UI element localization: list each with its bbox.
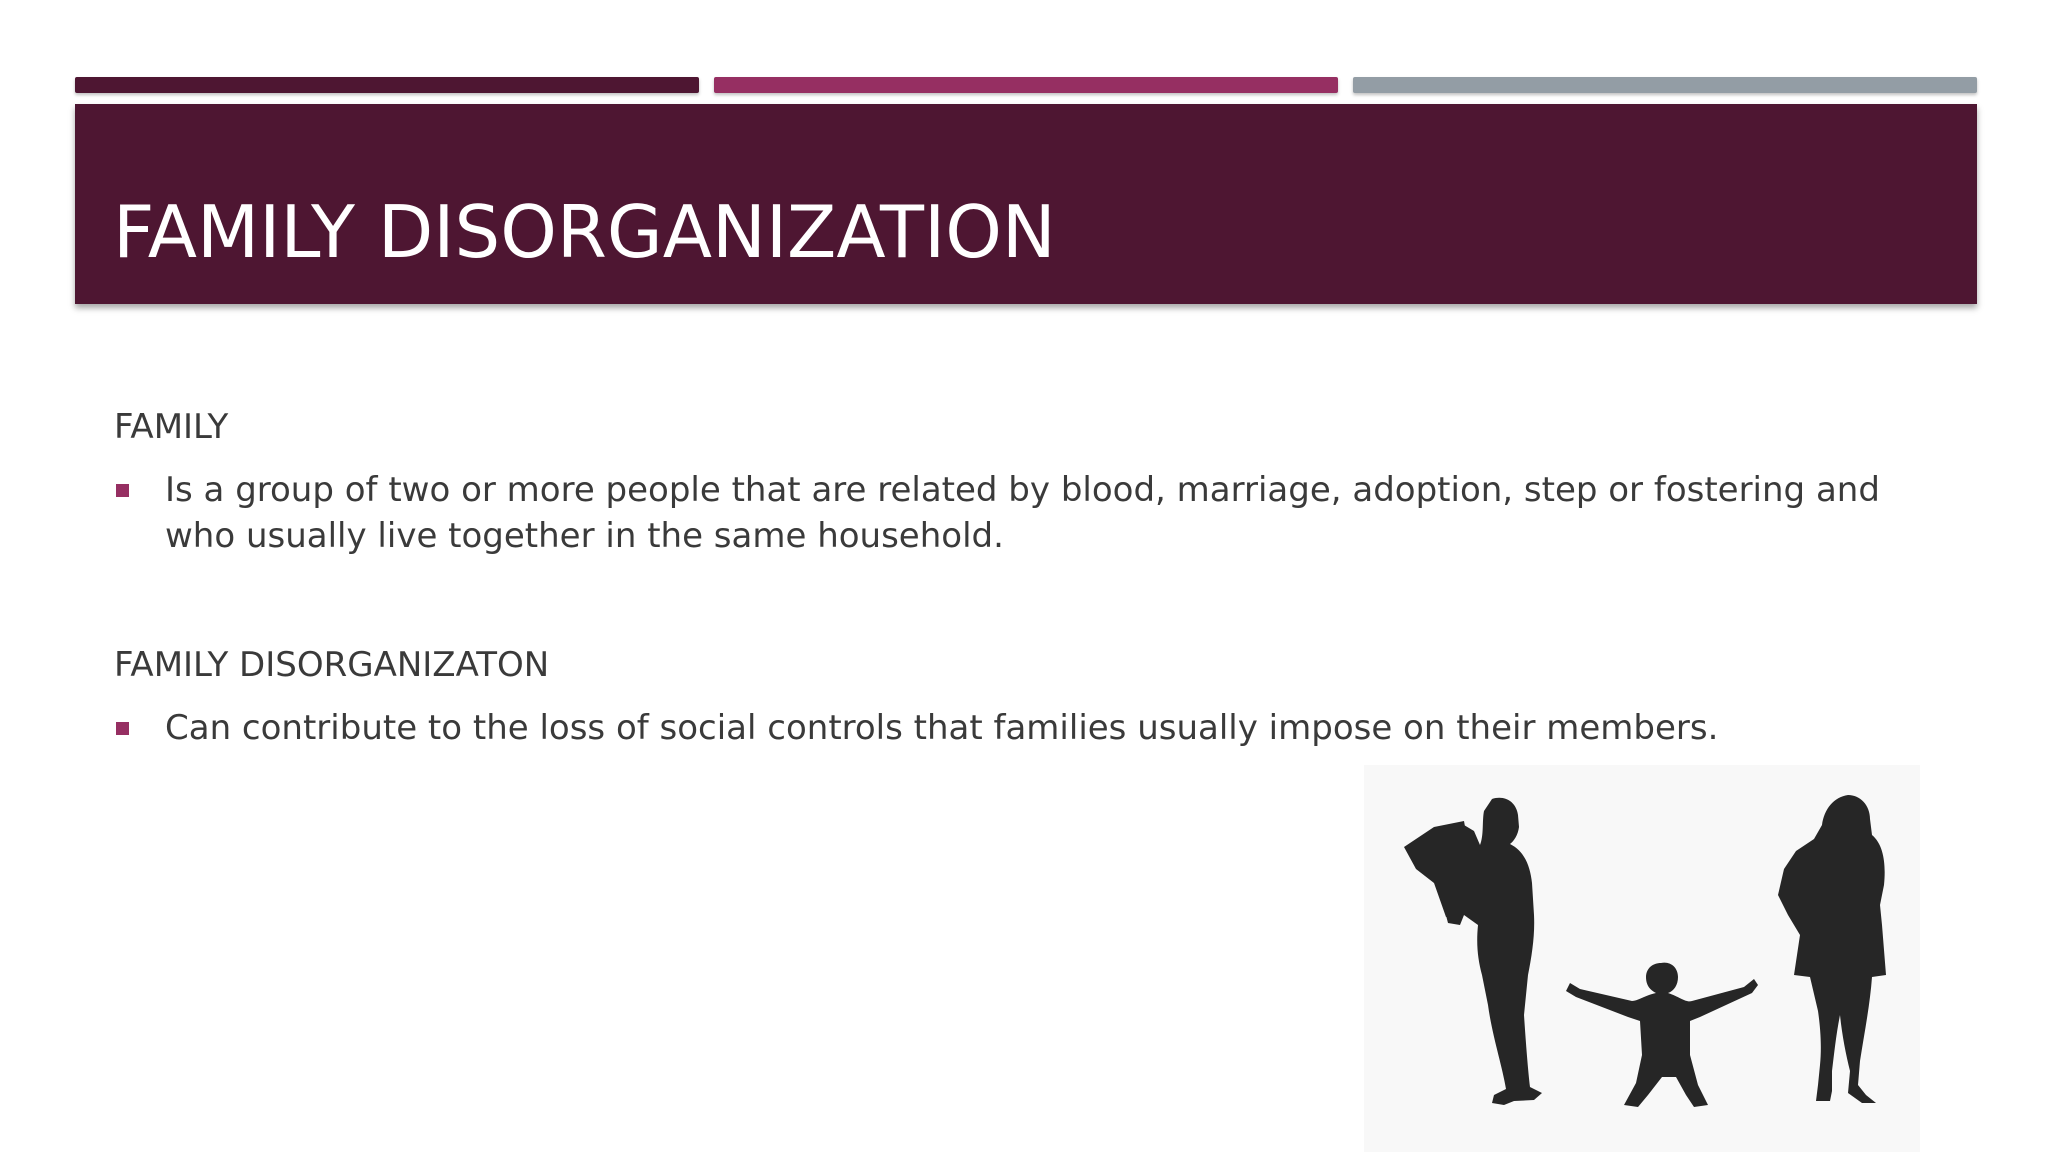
- section-heading-family-disorganization: FAMILY DISORGANIZATON: [114, 645, 550, 685]
- section-family: [114, 405, 1944, 559]
- slide-content: [114, 405, 1944, 751]
- family-silhouette-image: [1364, 765, 1920, 1152]
- accent-bar-dark: [75, 77, 699, 93]
- bullet-text: Can contribute to the loss of social controls that families usually impose on their members.: [165, 708, 1719, 748]
- newspaper-shape: [1404, 821, 1470, 917]
- mother-silhouette: [1778, 795, 1886, 1103]
- bullet-text: Is a group of two or more people that are related by blood, marriage, adoption, step or fostering and who usually live together in the same household.: [165, 470, 1880, 556]
- title-band: [75, 104, 1977, 304]
- bullet-family-definition: [114, 467, 1944, 559]
- accent-bar-magenta: [714, 77, 1338, 93]
- child-silhouette: [1566, 963, 1758, 1107]
- bullet-family-disorganization: [114, 705, 1944, 751]
- family-silhouette-icon: [1364, 765, 1920, 1152]
- section-heading-family: FAMILY: [114, 407, 229, 447]
- bullet-square-icon: [116, 722, 129, 735]
- section-family-disorganization: [114, 643, 1944, 751]
- slide-title: FAMILY DISORGANIZATION: [113, 190, 1056, 274]
- accent-bar-gray: [1353, 77, 1977, 93]
- bullet-square-icon: [116, 484, 129, 497]
